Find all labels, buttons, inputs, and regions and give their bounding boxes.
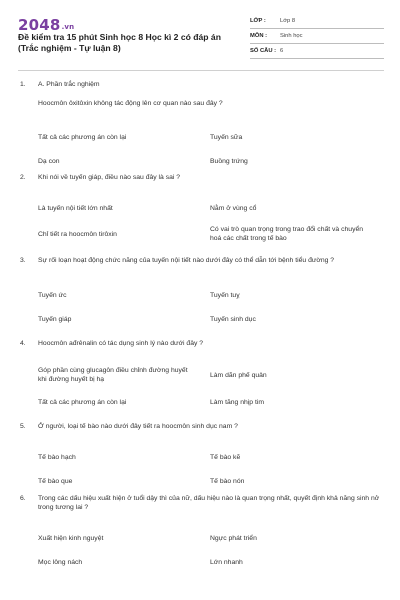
answer-option[interactable]: Mọc lông nách: [38, 558, 83, 566]
meta-class-row: [250, 14, 384, 29]
question-text: Trong các dấu hiệu xuất hiện ở tuổi dậy thì của nữ, dấu hiệu nào là quan trọng nhất, quyết định khả năng sinh nở trong tương lai ?: [38, 495, 380, 511]
options-grid: [38, 360, 384, 414]
worksheet-title: Đề kiểm tra 15 phút Sinh học 8 Học kì 2 có đáp án (Trắc nghiệm - Tự luận 8): [18, 32, 221, 53]
question-number: 1.: [20, 81, 26, 88]
question-text: A. Phần trắc nghiệm: [38, 81, 100, 88]
answer-option[interactable]: Làm tăng nhịp tim: [210, 398, 265, 406]
answer-option[interactable]: Là tuyến nội tiết lớn nhất: [38, 204, 113, 212]
question-6: [20, 494, 384, 574]
answer-option[interactable]: Tất cả các phương án còn lại: [38, 398, 127, 406]
answer-option[interactable]: Xuất hiện kinh nguyệt: [38, 534, 104, 542]
options-grid: [38, 125, 384, 173]
logo-text: 2048: [18, 16, 61, 34]
question-4: [20, 339, 384, 414]
options-grid: [38, 196, 384, 248]
question-3: [20, 256, 384, 331]
logo-suffix: .vn: [61, 23, 75, 31]
answer-option[interactable]: Làm dãn phế quản: [210, 371, 267, 379]
meta-count-row: [250, 44, 384, 59]
question-text: Khi nói về tuyến giáp, điều nào sau đây là sai ?: [38, 174, 181, 181]
answer-option[interactable]: Dạ con: [38, 157, 60, 165]
meta-subject-row: [250, 29, 384, 44]
answer-option[interactable]: Tế bào hạch: [38, 453, 76, 461]
meta-label: SỐ CÂU :: [250, 48, 277, 54]
question-number: 5.: [20, 423, 26, 430]
options-grid: [38, 283, 384, 331]
question-text: Sự rối loạn hoạt động chức năng của tuyến nội tiết nào dưới đây có thể dẫn tới bệnh tiểu đường ?: [38, 257, 335, 264]
meta-label: MÔN :: [250, 33, 268, 39]
worksheet-meta: [250, 14, 384, 59]
answer-option[interactable]: Tất cả các phương án còn lại: [38, 133, 127, 141]
options-grid: [38, 445, 384, 493]
header-divider: [18, 70, 384, 71]
question-2: [20, 173, 384, 248]
answer-option[interactable]: Góp phần cùng glucagôn điều chỉnh đường huyết khi đường huyết bị hạ: [38, 367, 188, 383]
question-subtext: Hoocmôn ôxitôxin không tác động lên cơ quan nào sau đây ?: [38, 100, 223, 107]
meta-value: Sinh học: [280, 33, 303, 39]
answer-option[interactable]: Tuyến sinh dục: [210, 315, 256, 323]
answer-option[interactable]: Nằm ở vùng cổ: [210, 204, 257, 212]
answer-option[interactable]: Buồng trứng: [210, 157, 248, 165]
answer-option[interactable]: Có vai trò quan trọng trong trao đổi chất và chuyển hoá các chất trong tế bào: [210, 226, 364, 242]
question-number: 4.: [20, 340, 26, 347]
question-5: [20, 422, 384, 493]
answer-option[interactable]: Tế bào kẽ: [210, 453, 241, 461]
answer-option[interactable]: Tế bào que: [38, 477, 73, 485]
answer-option[interactable]: Chỉ tiết ra hoocmôn tirôxin: [38, 230, 117, 238]
answer-option[interactable]: Tuyến sữa: [210, 133, 243, 141]
question-number: 2.: [20, 174, 26, 181]
question-1: [20, 80, 384, 173]
meta-label: LỚP :: [250, 18, 266, 24]
options-grid: [38, 526, 384, 574]
meta-value: 6: [280, 48, 284, 54]
worksheet-header: [18, 14, 384, 66]
answer-option[interactable]: Tuyến giáp: [38, 315, 72, 323]
meta-value: Lớp 8: [280, 18, 296, 24]
question-number: 6.: [20, 495, 26, 502]
question-number: 3.: [20, 257, 26, 264]
question-text: Hoocmôn ađrênalin có tác dụng sinh lý nào dưới đây ?: [38, 340, 204, 347]
answer-option[interactable]: Tuyến ức: [38, 291, 67, 299]
answer-option[interactable]: Ngực phát triển: [210, 534, 257, 542]
answer-option[interactable]: Tế bào nón: [210, 477, 245, 485]
answer-option[interactable]: Lớn nhanh: [210, 558, 243, 566]
question-text: Ở người, loại tế bào nào dưới đây tiết ra hoocmôn sinh dục nam ?: [38, 423, 238, 430]
answer-option[interactable]: Tuyến tuỵ: [210, 291, 240, 299]
